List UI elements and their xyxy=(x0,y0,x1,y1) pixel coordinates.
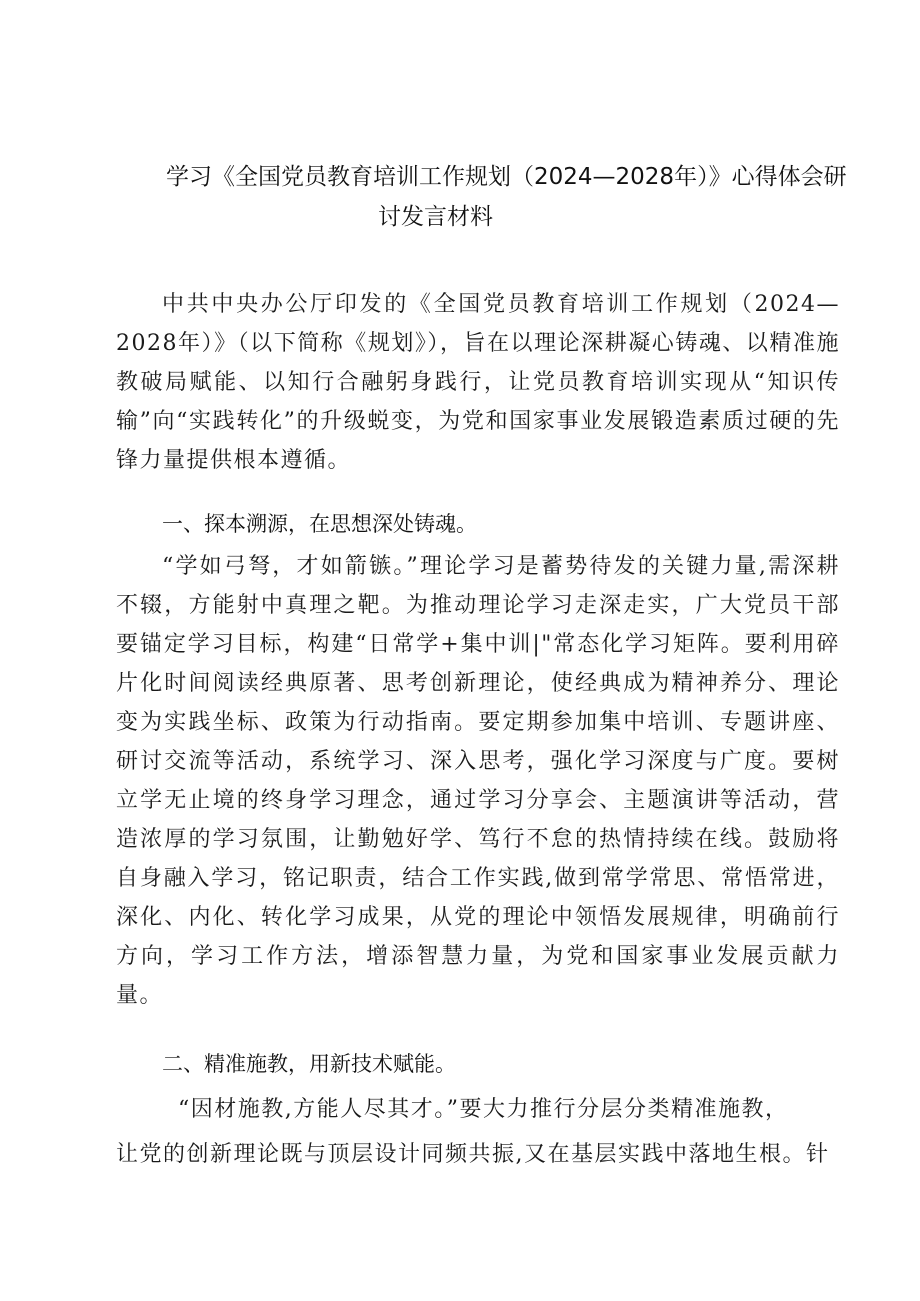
section-2-paragraph-line-2: 让党的创新理论既与顶层设计同频共振,又在基层实践中落地生根。针 xyxy=(116,1142,830,1167)
section-1-heading: 一、探本溯源，在思想深处铸魂。 xyxy=(162,512,477,536)
document-title-line-1: 学习《全国党员教育培训工作规划（2024—2028年）》心得体会研 xyxy=(166,164,847,190)
intro-paragraph: 中共中央办公厅印发的《全国党员教育培训工作规划（2024—2028年）》（以下简称《规划》），旨在以理论深耕凝心铸魂、以精准施教破局赋能、以知行合融躬身践行，让党员教育培训实现从“知识传输”向“实践转化”的升级蜕变，为党和国家事业发展锻造素质过硬的先锋力量提供根本遵循。 xyxy=(116,292,840,473)
section-1-paragraph: “学如弓弩，才如箭镞。”理论学习是蓄势待发的关键力量,需深耕不辍，方能射中真理之靶。为推动理论学习走深走实，广大党员干部要锚定学习目标，构建“日常学+集中训|"常态化学习矩阵。要利用碎片化时间阅读经典原著、思考创新理论，使经典成为精神养分、理论变为实践坐标、政策为行动指南。要定期参加集中培训、专题讲座、研讨交流等活动，系统学习、深入思考，强化学习深度与广度。要树立学无止境的终身学习理念，通过学习分享会、主题演讲等活动，营造浓厚的学习氛围，让勤勉好学、笃行不怠的热情持续在线。鼓励将自身融入学习，铭记职责，结合工作实践,做到常学常思、常悟常进，深化、内化、转化学习成果，从党的理论中领悟发展规律，明确前行方向，学习工作方法，增添智慧力量，为党和国家事业发展贡献力量。 xyxy=(116,554,840,1008)
section-2-paragraph-line-1: “因材施教,方能人尽其才。”要大力推行分层分类精准施教， xyxy=(178,1097,789,1122)
document-title-line-2: 讨发言材料 xyxy=(378,204,493,230)
section-2-heading: 二、精准施教，用新技术赋能。 xyxy=(162,1052,456,1076)
